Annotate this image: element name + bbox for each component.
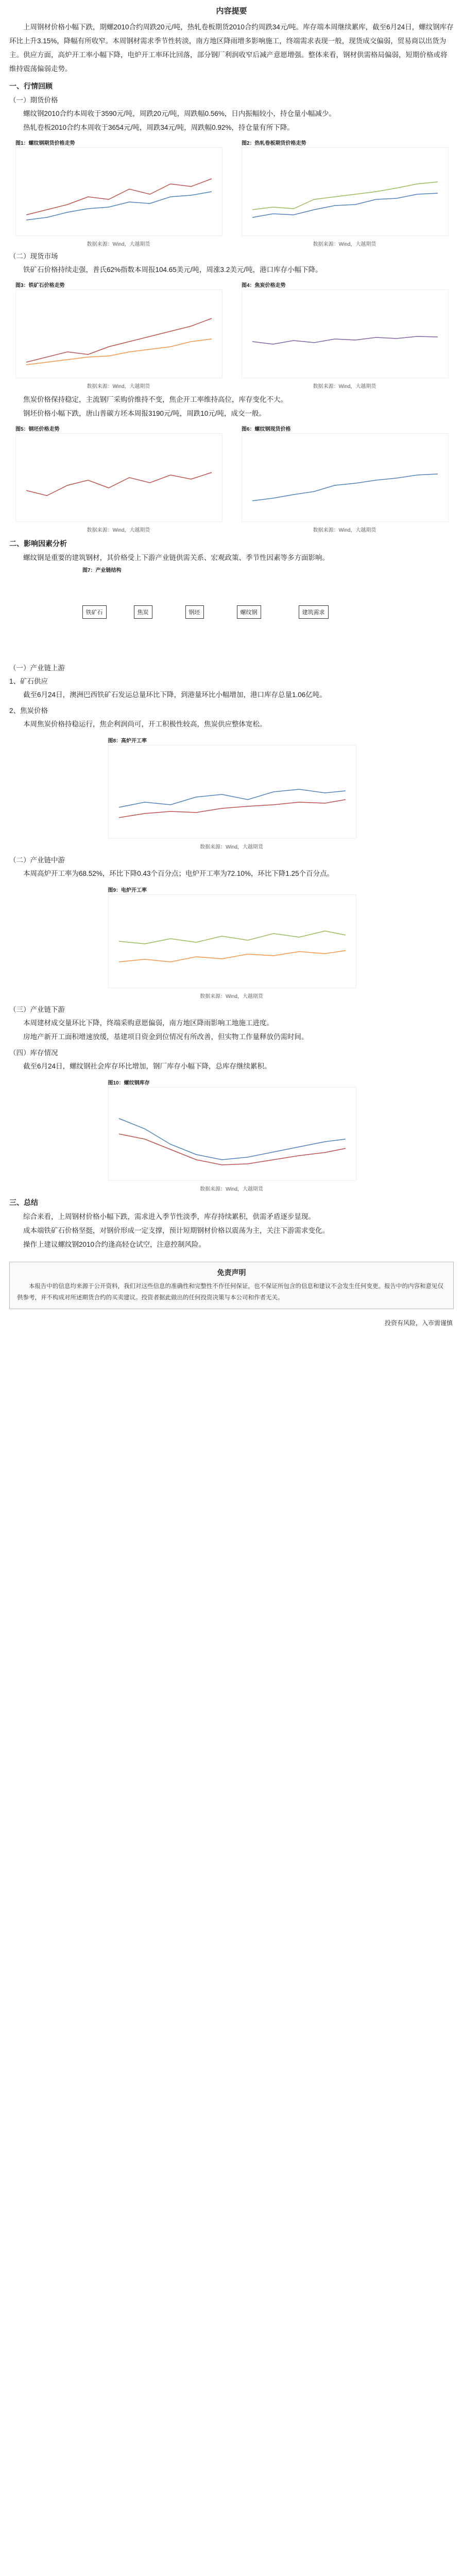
subsection-heading: 1、矿石供应 [9,677,48,685]
figure-row [15,423,448,533]
figure [15,138,221,247]
figure-caption: 图9：电炉开工率 [108,888,147,893]
subsection-heading: （三）产业链下游 [9,1006,65,1013]
figure-source: 数据来源：Wind，大越期货 [200,994,263,999]
line-chart [108,894,356,988]
figure-source: 数据来源：Wind，大越期货 [87,384,150,389]
subsection-heading: （四）库存情况 [9,1049,58,1057]
disclaimer-box [9,1262,454,1309]
flow-diagram [82,580,381,657]
section-heading: 二、影响因素分析 [9,539,67,548]
disclaimer-text: 本报告中的信息均来源于公开资料，我们对这些信息的准确性和完整性不作任何保证，也不保证所包含的信息和建议不会发生任何变更。报告中的内容和意见仅供参考，并不构成对所述期货合约的买卖建议。投资者据此做出的任何投资决策与本公司和作者无关。 [17,1283,443,1301]
paragraph: 本周建材成交量环比下降，终端采购意愿偏弱，南方地区降雨影响工地施工进度。 [23,1019,273,1027]
subsection-heading: （一）产业链上游 [9,664,65,672]
figure-source: 数据来源：Wind，大越期货 [313,242,376,247]
line-chart [15,433,222,522]
page-title: 内容提要 [216,7,247,15]
figure-caption: 图5：钢坯价格走势 [15,427,60,432]
figure-row [15,138,448,247]
figure-source: 数据来源：Wind，大越期货 [200,1187,263,1192]
figure-caption: 图7：产业链结构 [82,568,122,573]
figure [15,280,221,389]
paragraph: 截至6月24日，澳洲巴西铁矿石发运总量环比下降，到港量环比小幅增加，港口库存总量1.06亿吨。 [23,691,327,699]
paragraph: 焦炭价格保持稳定，主流钢厂采购价维持不变，焦企开工率维持高位，库存变化不大。 [23,396,287,403]
flow-box: 铁矿石 [82,605,107,619]
line-chart [242,433,449,522]
paragraph: 截至6月24日，螺纹钢社会库存环比增加，钢厂库存小幅下降，总库存继续累积。 [23,1062,271,1070]
subsection-heading: （二）现货市场 [9,252,58,260]
flow-box: 螺纹钢 [237,605,261,619]
figure [15,423,221,533]
figure [242,138,448,247]
section-heading: 三、总结 [9,1198,38,1207]
paragraph: 综合来看，上周钢材价格小幅下跌，需求进入季节性淡季，库存持续累积，供需矛盾逐步显现。 [23,1213,315,1221]
paragraph: 本周高炉开工率为68.52%，环比下降0.43个百分点；电炉开工率为72.10%，环比下降1.25个百分点。 [23,870,334,877]
figure-caption: 图2：热轧卷板期货价格走势 [242,141,306,146]
figure-source: 数据来源：Wind，大越期货 [200,844,263,850]
figure-source: 数据来源：Wind，大越期货 [313,384,376,389]
figure [108,885,355,999]
footer-text: 投资有风险，入市需谨慎 [384,1319,453,1327]
line-chart [242,147,449,236]
paragraph: 螺纹钢是重要的建筑钢材，其价格受上下游产业链供需关系、宏观政策、季节性因素等多方面影响。 [23,554,329,562]
paragraph: 螺纹钢2010合约本周收于3590元/吨，周跌20元/吨，周跌幅0.56%，日内振幅较小，持仓量小幅减少。 [23,110,336,117]
flow-box: 建筑需求 [299,605,329,619]
figure-row [15,280,448,389]
figure-source: 数据来源：Wind，大越期货 [87,528,150,533]
line-chart [15,147,222,236]
figure [242,280,448,389]
section-heading: 一、行情回顾 [9,82,53,90]
subsection-heading: （二）产业链中游 [9,856,65,864]
paragraph: 房地产新开工面积增速放缓，基建项目资金到位情况有所改善，但实物工作量释放仍需时间。 [23,1033,308,1041]
figure-caption: 图6：螺纹钢现货价格 [242,427,291,432]
figure-source: 数据来源：Wind，大越期货 [313,528,376,533]
figure-caption: 图10：螺纹钢库存 [108,1080,150,1086]
paragraph: 操作上建议螺纹钢2010合约逢高轻仓试空，注意控制风险。 [23,1241,206,1248]
figure-caption: 图8：高炉开工率 [108,738,147,744]
paragraph: 铁矿石价格持续走强，普氏62%指数本周报104.65美元/吨，周涨3.2美元/吨，港口库存小幅下降。 [23,266,322,274]
figure-caption: 图3：铁矿石价格走势 [15,283,65,289]
figure [108,735,355,850]
line-chart [242,290,449,378]
subsection-heading: （一）期货价格 [9,96,58,104]
paragraph: 热轧卷板2010合约本周收于3654元/吨，周跌34元/吨，周跌幅0.92%，持仓量有所下降。 [23,124,294,131]
figure [108,1077,355,1192]
flow-box: 钢坯 [185,605,204,619]
flow-box: 焦炭 [134,605,152,619]
summary-text: 上周钢材价格小幅下跌，期螺2010合约周跌20元/吨，热轧卷板期货2010合约周跌34元/吨。库存端本周继续累库，截至6月24日，螺纹钢库存环比上升3.15%，降幅有所收窄。本周钢材需求季节性转淡，南方地区降雨增多影响施工，终端需求表现一般，现货成交偏弱，贸易商以出货为主。供应方面，高炉开工率小幅下降，电炉开工率环比回落，部分钢厂利润收窄后减产意愿增强。整体来看，钢材供需格局偏弱，短期价格或将维持震荡偏弱走势。 [9,23,454,73]
paragraph: 钢坯价格小幅下跌，唐山普碳方坯本周报3190元/吨，周跌10元/吨，成交一般。 [23,410,266,417]
figure-caption: 图1：螺纹钢期货价格走势 [15,141,75,146]
line-chart [108,745,356,839]
subsection-heading: 2、焦炭价格 [9,707,48,715]
line-chart [108,1087,356,1181]
paragraph: 本周焦炭价格持稳运行，焦企利润尚可，开工积极性较高，焦炭供应整体宽松。 [23,720,267,728]
figure [242,423,448,533]
figure-caption: 图4：焦炭价格走势 [242,283,286,289]
line-chart [15,290,222,378]
disclaimer-title: 免责声明 [217,1268,246,1277]
figure-source: 数据来源：Wind，大越期货 [87,242,150,247]
paragraph: 成本端铁矿石价格坚挺，对钢价形成一定支撑，预计短期钢材价格以震荡为主，关注下游需求变化。 [23,1227,329,1234]
